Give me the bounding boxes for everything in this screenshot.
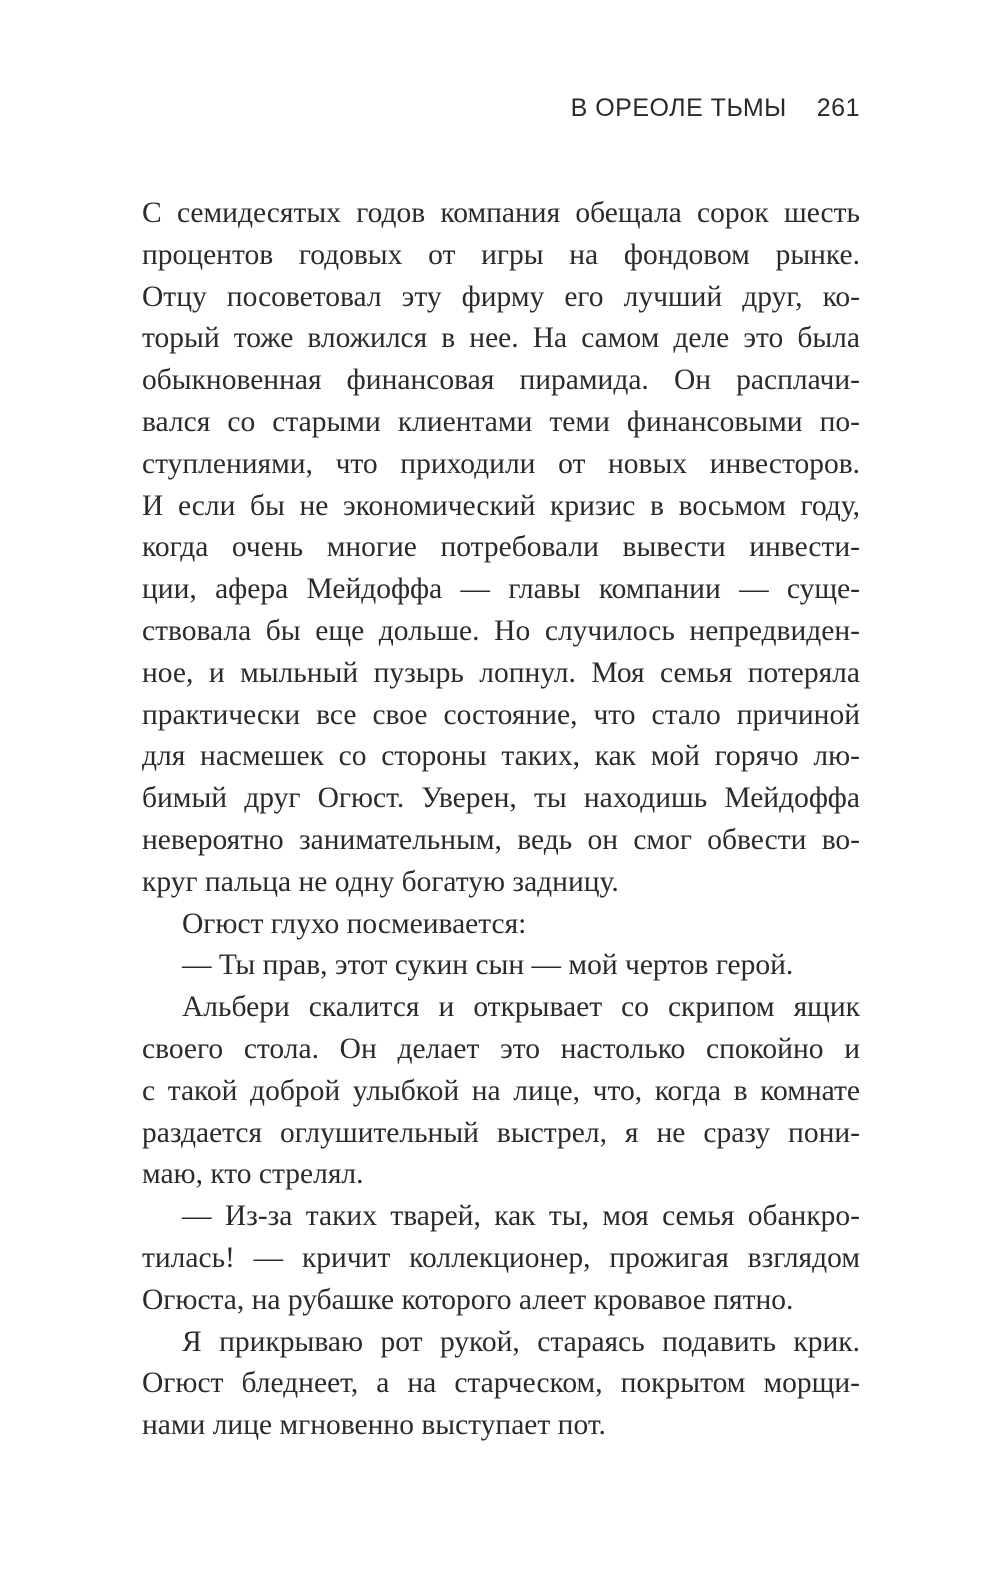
running-title: В ОРЕОЛЕ ТЬМЫ [570,94,787,122]
text-line: круг пальца не одну богатую задницу. [142,865,619,898]
text-line: вался со старыми клиентами теми финансовыми по- [142,405,860,438]
text-line: раздается оглушительный выстрел, я не сразу пони- [142,1116,860,1149]
text-line: Огюста, на рубашке которого алеет кровавое пятно. [142,1283,794,1316]
text-line: Огюст бледнеет, а на старческом, покрытом морщи- [142,1367,860,1400]
text-line: практически все свое состояние, что стало причиной [142,698,860,731]
text-line: для насмешек со стороны таких, как мой горячо лю- [142,740,860,773]
running-header [571,94,860,123]
body-text [142,193,860,1447]
text-line: маю, кто стрелял. [142,1158,364,1191]
text-line: ступлениями, что приходили от новых инвесторов. [142,447,860,480]
text-line: — Из-за таких тварей, как ты, моя семья обанкро- [182,1200,860,1233]
page-number: 261 [816,94,860,122]
text-line: Альбери скалится и открывает со скрипом ящик [182,991,860,1024]
text-line: ции, афера Мейдоффа — главы компании — суще- [142,573,860,606]
text-line: процентов годовых от игры на фондовом рынке. [142,238,860,271]
text-line: торый тоже вложился в нее. На самом деле это была [142,322,860,355]
text-line: с такой доброй улыбкой на лице, что, когда в комнате [142,1074,860,1107]
text-line: ное, и мыльный пузырь лопнул. Моя семья потеряла [142,656,860,689]
text-line: тилась! — кричит коллекционер, прожигая взглядом [142,1241,860,1274]
text-line: — Ты прав, этот сукин сын — мой чертов герой. [182,949,794,982]
text-line: Огюст глухо посмеивается: [182,907,527,940]
text-line: когда очень многие потребовали вывести инвести- [142,531,860,564]
text-line: С семидесятых годов компания обещала сорок шесть [142,197,860,229]
text-line: И если бы не экономический кризис в восьмом году, [142,489,860,522]
text-line: своего стола. Он делает это настолько спокойно и [142,1032,860,1065]
text-line: ствовала бы еще дольше. Но случилось непредвиден- [142,614,860,647]
text-line: бимый друг Огюст. Уверен, ты находишь Мейдоффа [142,782,860,815]
text-line: нами лице мгновенно выступает пот. [142,1409,606,1442]
text-line: обыкновенная финансовая пирамида. Он расплачи- [142,364,860,397]
text-line: невероятно занимательным, ведь он смог обвести во- [142,823,860,856]
text-line: Я прикрываю рот рукой, стараясь подавить крик. [182,1325,860,1358]
text-line: Отцу посоветовал эту фирму его лучший друг, ко- [142,280,860,313]
